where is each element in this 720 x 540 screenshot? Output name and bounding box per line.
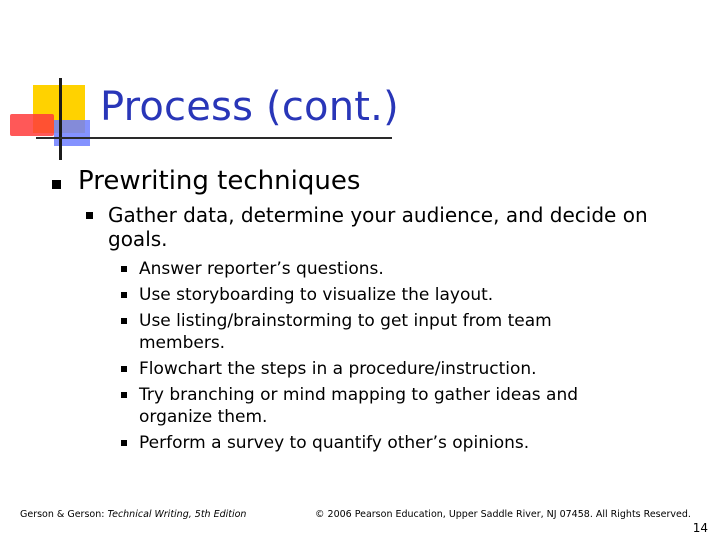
bullet-level3 [121, 392, 127, 398]
bullet-level3 [121, 318, 127, 324]
footer-book-title: Technical Writing, 5th Edition [107, 509, 247, 520]
level3-item: Flowchart the steps in a procedure/instruction. [139, 359, 537, 379]
level1-text: Prewriting techniques [78, 166, 361, 196]
level3-item: Perform a survey to quantify other’s opinions. [139, 433, 530, 453]
decor-red-bar [10, 114, 54, 136]
page-number: 14 [692, 521, 708, 535]
bullet-level2 [86, 212, 93, 219]
decor-vertical-line [59, 78, 62, 160]
footer-authors: Gerson & Gerson: [20, 509, 108, 520]
level3-item: Answer reporter’s questions. [139, 259, 384, 279]
bullet-level3 [121, 440, 127, 446]
bullet-level1 [52, 180, 61, 189]
bullet-level3 [121, 266, 127, 272]
level3-item: Use listing/brainstorming to get input from team members. [139, 311, 552, 353]
title-underline [36, 137, 392, 139]
footer-citation [20, 509, 246, 520]
level3-item: Try branching or mind mapping to gather ideas and organize them. [139, 385, 579, 427]
level3-item: Use storyboarding to visualize the layout. [139, 285, 494, 305]
footer-copyright: © 2006 Pearson Education, Upper Saddle River, NJ 07458. All Rights Reserved. [315, 509, 691, 520]
bullet-level3 [121, 292, 127, 298]
bullet-level3 [121, 366, 127, 372]
level2-text: Gather data, determine your audience, and decide on goals. [108, 203, 648, 251]
slide-title: Process (cont.) [100, 84, 399, 130]
